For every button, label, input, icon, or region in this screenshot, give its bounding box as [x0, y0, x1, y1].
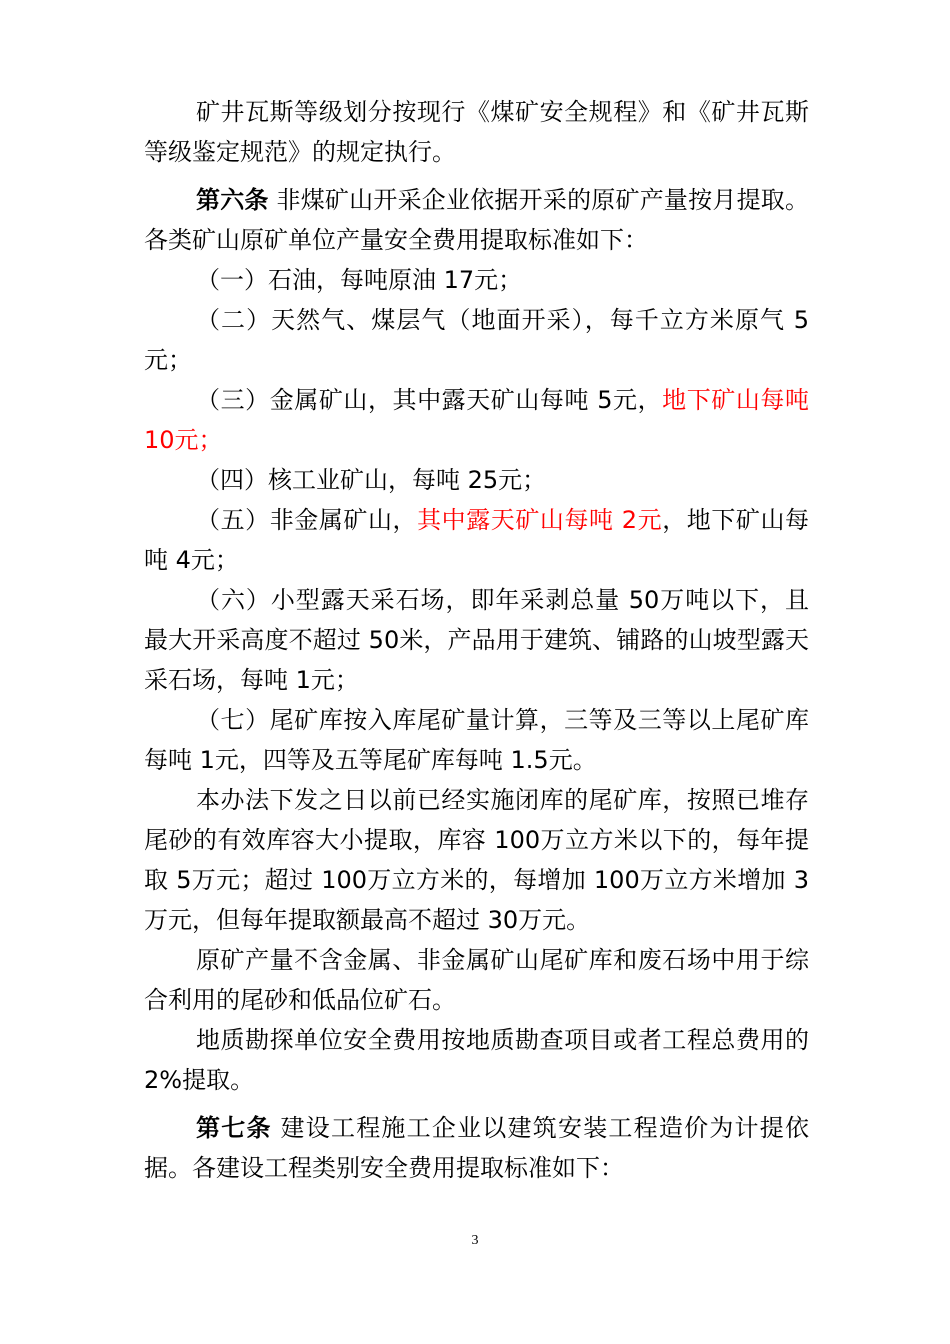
list-item-text: （二）天然气、煤层气（地面开采），每千立方米原气 5元； — [144, 306, 809, 374]
list-item-4-nuclear-mines — [144, 460, 809, 500]
list-item-text: （五）非金属矿山， — [196, 506, 418, 534]
paragraph-text: 本办法下发之日以前已经实施闭库的尾矿库，按照已堆存尾砂的有效库容大小提取，库容 100万立方米以下的，每年提取 5万元；超过 100万立方米的，每增加 100万立方米增加 3万元，但每年提取额最高不超过 30万元。 — [144, 786, 809, 934]
list-item-3-metal-mines — [144, 380, 809, 460]
article-7-heading: 第七条 — [196, 1114, 272, 1142]
list-item-5-nonmetal-mines — [144, 500, 809, 580]
list-item-text: （四）核工业矿山，每吨 25元； — [196, 466, 547, 494]
paragraph-ore-exclusion — [144, 940, 809, 1020]
paragraph-article-7 — [144, 1108, 809, 1188]
paragraph-geological-exploration — [144, 1020, 809, 1100]
highlighted-text: 地下矿山每吨 10元； — [144, 386, 809, 454]
paragraph-gas-grading — [144, 92, 809, 172]
article-6-heading: 第六条 — [196, 186, 269, 214]
list-item-text: （三）金属矿山，其中露天矿山每吨 5元， — [196, 386, 663, 414]
document-body — [144, 92, 809, 1188]
list-item-7-tailings — [144, 700, 809, 780]
paragraph-closed-tailings — [144, 780, 809, 940]
list-item-text: （六）小型露天采石场，即年采剥总量 50万吨以下，且最大开采高度不超过 50米，产品用于建筑、铺路的山坡型露天采石场，每吨 1元； — [144, 586, 809, 694]
list-item-text: （一）石油，每吨原油 17元； — [196, 266, 523, 294]
paragraph-text: 地质勘探单位安全费用按地质勘查项目或者工程总费用的 2%提取。 — [144, 1026, 809, 1094]
list-item-1-oil — [144, 260, 809, 300]
paragraph-article-6 — [144, 180, 809, 260]
highlighted-text: 其中露天矿山每吨 2元 — [417, 506, 663, 534]
paragraph-text: 原矿产量不含金属、非金属矿山尾矿库和废石场中用于综合利用的尾砂和低品位矿石。 — [144, 946, 809, 1014]
paragraph-text: 矿井瓦斯等级划分按现行《煤矿安全规程》和《矿井瓦斯等级鉴定规范》的规定执行。 — [144, 98, 809, 166]
paragraph-text: 非煤矿山开采企业依据开采的原矿产量按月提取。各类矿山原矿单位产量安全费用提取标准如下： — [144, 186, 809, 254]
page-number: 3 — [471, 1233, 479, 1248]
list-item-6-quarry — [144, 580, 809, 700]
paragraph-text: 建设工程施工企业以建筑安装工程造价为计提依据。各建设工程类别安全费用提取标准如下： — [144, 1114, 809, 1182]
list-item-2-gas — [144, 300, 809, 380]
list-item-text: （七）尾矿库按入库尾矿量计算，三等及三等以上尾矿库每吨 1元，四等及五等尾矿库每吨 1.5元。 — [144, 706, 809, 774]
list-item-text: ，地下矿山每吨 4元； — [144, 506, 810, 574]
